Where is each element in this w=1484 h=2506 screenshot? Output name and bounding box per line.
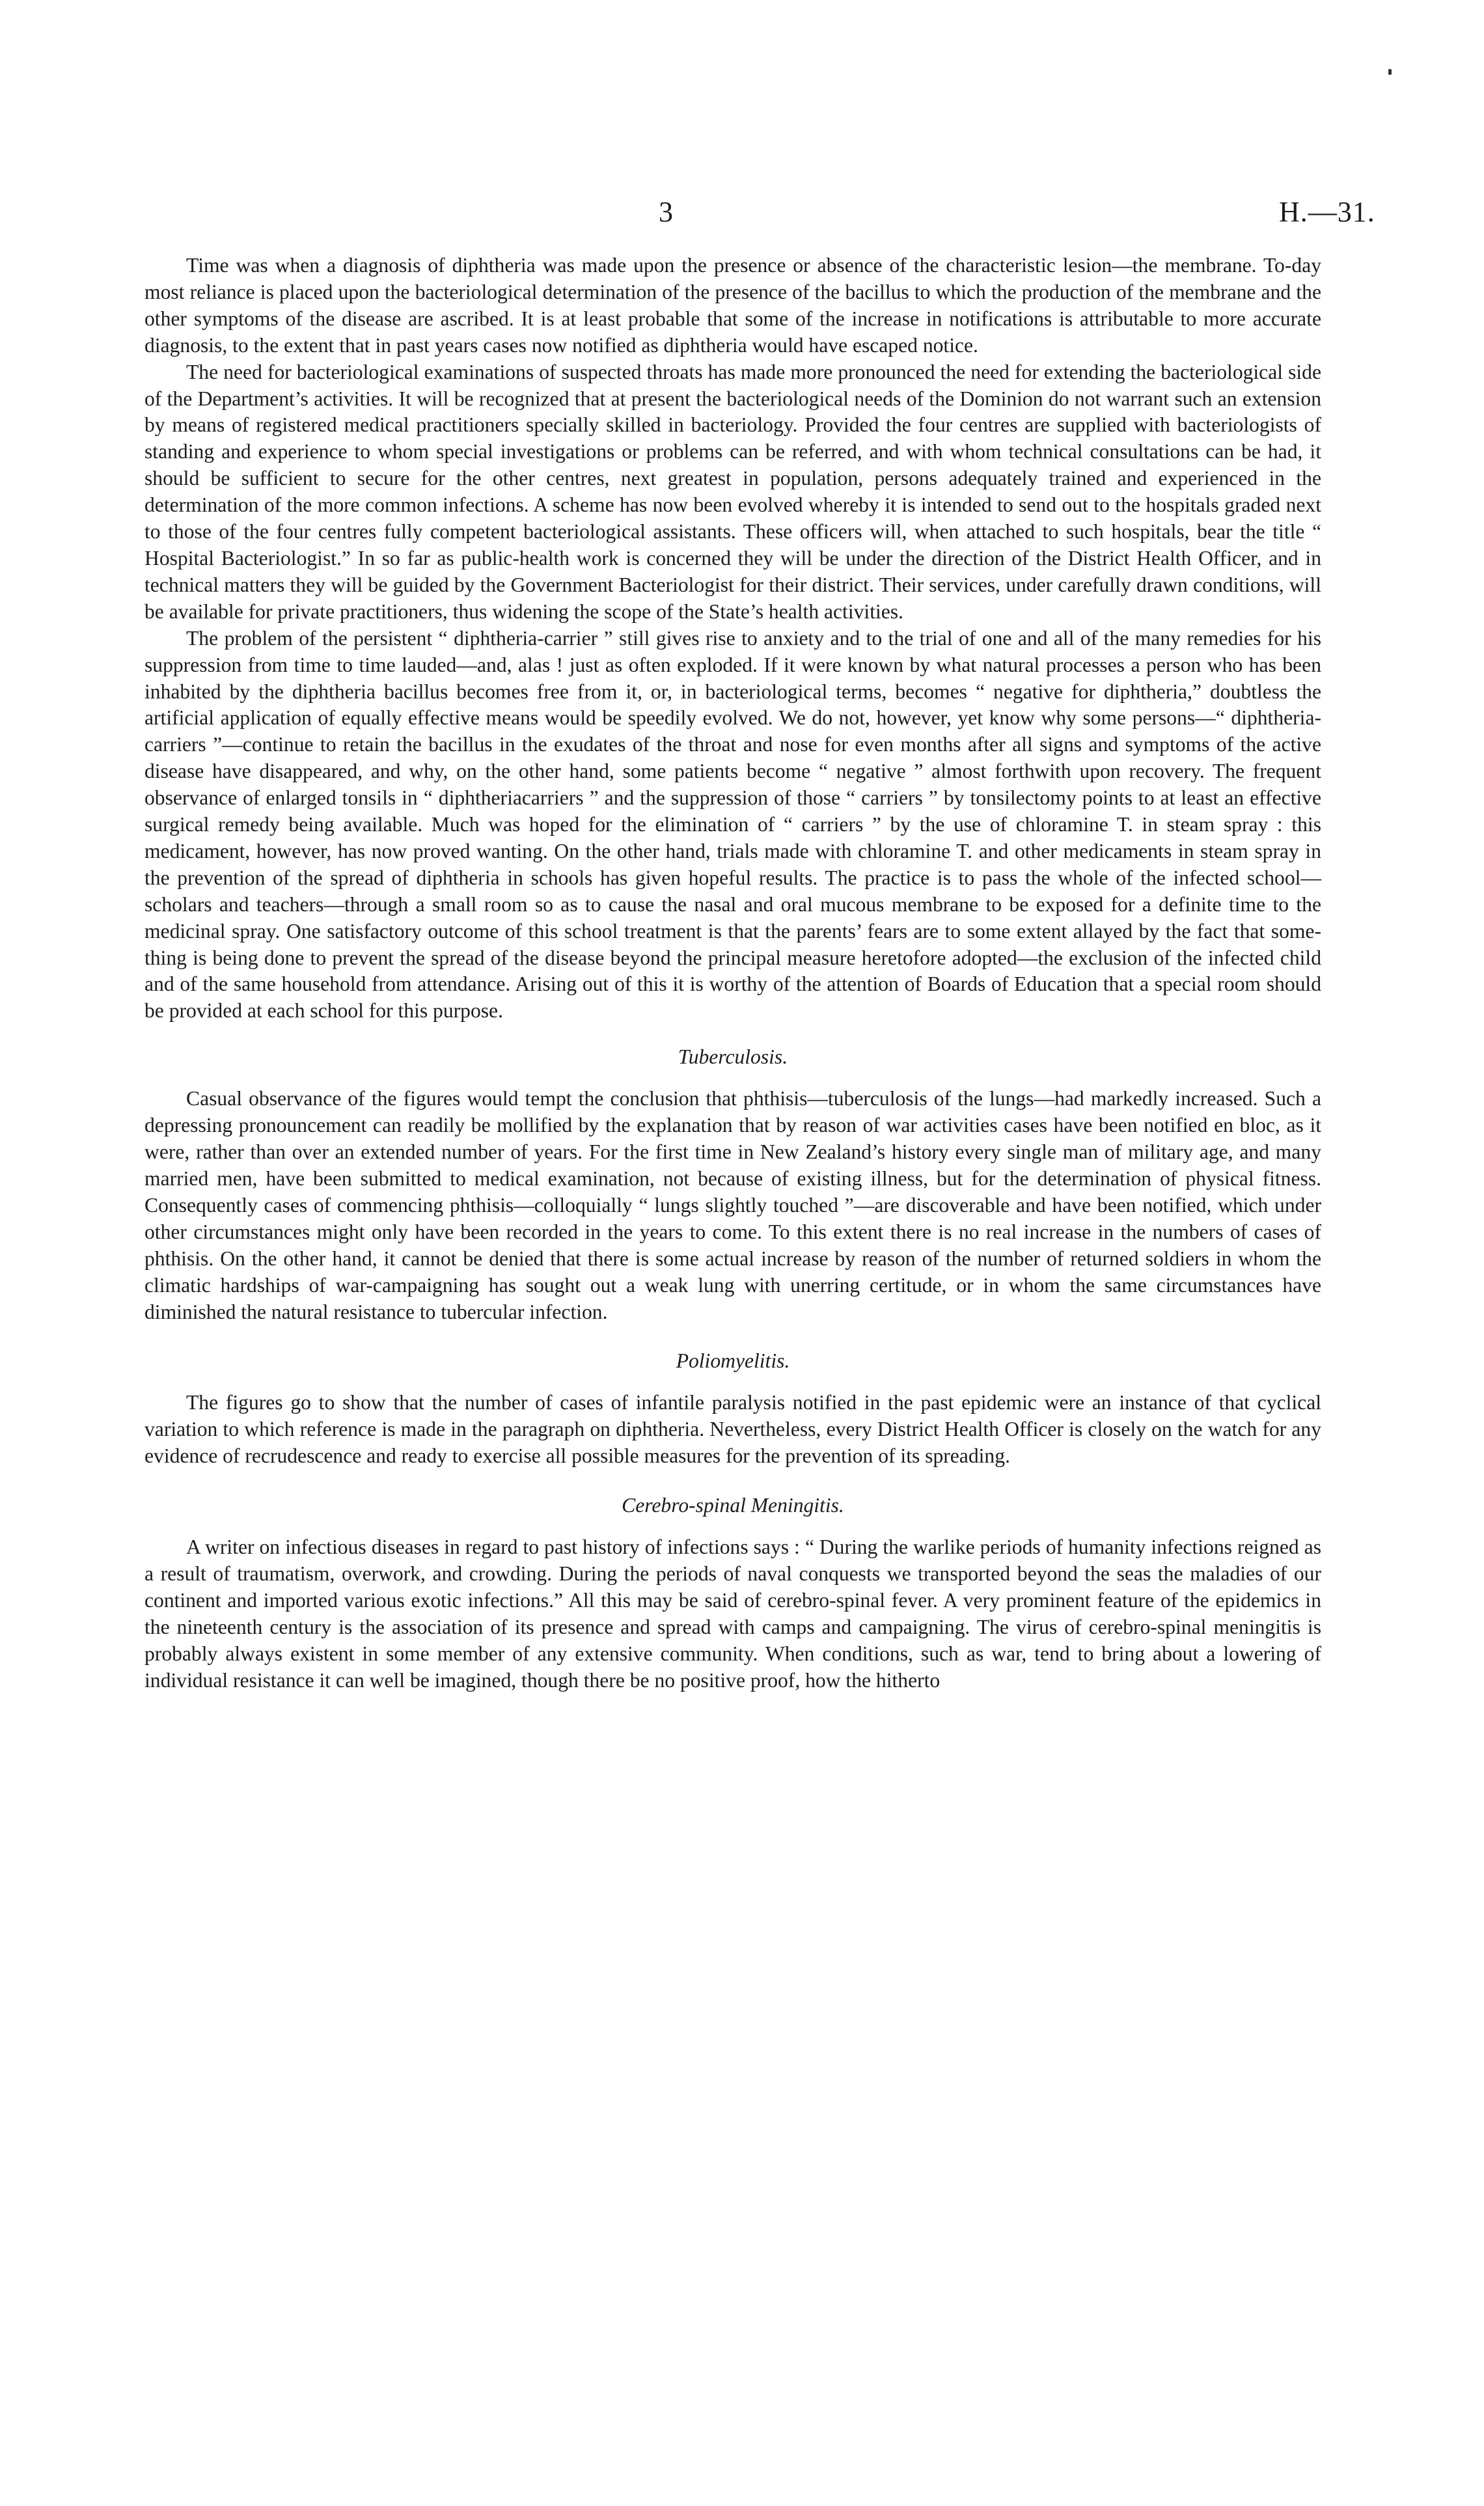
section-tuberculosis — [144, 1044, 1321, 1325]
section-heading: Cerebro-spinal Meningitis. — [622, 1494, 844, 1517]
paragraph: The need for bacteriological examinations of suspected throats has made more pronounced the need for extending the bacteriological side of the Department’s activities. It will be recognized that at present the bacteriological needs of the Dominion do not warrant such an extension by means of registered medical practitioners specially skilled in bacteriology. Provided the four centres are supplied with bacteriologists of standing and experience to whom special investigations or problems can be referred, and with whom technical consultations can be had, it should be sufficient to secure for the other centres, next greatest in population, persons adequately trained and experienced in the determination of the more common infections. A scheme has now been evolved whereby it is intended to send out to the hospitals graded next to those of the four centres fully competent bacteriological assistants. These officers will, when attached to such hospitals, bear the title “ Hospital Bacteriologist.” In so far as public-health work is concerned they will be under the direction of the District Health Officer, and in technical matters they will be guided by the Government Bacteriologist for their district. Their services, under carefully drawn conditions, will be available for private practitioners, thus widening the scope of the State’s health activities. — [144, 360, 1321, 623]
section-diphtheria — [144, 253, 1321, 1025]
scan-speck — [1388, 69, 1392, 75]
report-body — [144, 253, 1321, 1694]
paragraph: A writer on infectious diseases in regard to past history of infections says : “ During the warlike periods of humanity infections reigned as a result of traumatism, overwork, and crowding. During the periods of naval conquests we transported beyond the seas the maladies of our continent and imported various exotic infections.” All this may be said of cerebro-spinal fever. A very prominent feature of the epidemics in the nineteenth century is the association of its presence and spread with camps and campaigning. The virus of cerebro-spinal meningitis is probably always existent in some member of any extensive community. When conditions, such as war, tend to bring about a lowering of individual resistance it can well be imagined, though there be no positive proof, how the hitherto — [144, 1535, 1321, 1692]
section-poliomyelitis — [144, 1348, 1321, 1470]
document-reference: H.—31. — [1279, 196, 1375, 228]
paragraph: The problem of the persistent “ diphtheria-carrier ” still gives rise to anxiety and to the trial of one and all of the many remedies for his suppression from time to time lauded—and, alas ! just as often exploded. If it were known by what natural processes a person who has been inhabited by the diphtheria bacillus becomes free from it, or, in bacteriological terms, becomes “ negative for diphtheria,” doubtless the artificial application of equally effective means would be speedily evolved. We do not, however, yet know why some persons—“ diphtheria-carriers ”—continue to retain the bacillus in the exudates of the throat and nose for even months after all signs and symptoms of the active disease have disappeared, and why, on the other hand, some patients become “ negative ” almost forthwith upon recovery. The frequent observance of enlarged tonsils in “ diphtheriacarriers ” and the suppression of those “ carriers ” by tonsilectomy points to at least an effective surgical remedy being available. Much was hoped for the elimination of “ carriers ” by the use of chloramine T. in steam spray : this medicament, however, has now proved wanting. On the other hand, trials made with chloramine T. and other medicaments in steam spray in the prevention of the spread of diphtheria in schools has given hopeful results. The practice is to pass the whole of the infected school—scholars and teachers—through a small room so as to cause the nasal and oral mucous membrane to be exposed for a definite time to the medicinal spray. One satisfactory outcome of this school treatment is that the parents’ fears are to some extent allayed by the fact that something is being done to prevent the spread of the disease beyond the principal measure heretofore adopted—the exclusion of the infected child and of the same household from attendance. Arising out of this it is worthy of the attention of Boards of Education that a special room should be provided at each school for this purpose. — [144, 626, 1321, 1023]
paragraph: The figures go to show that the number of cases of infantile paralysis notified in the past epidemic were an instance of that cyclical variation to which reference is made in the paragraph on diphtheria. Nevertheless, every District Health Officer is closely on the watch for any evidence of recrudescence and ready to exercise all possible measures for the prevention of its spreading. — [144, 1391, 1321, 1468]
paragraph: Time was when a diagnosis of diphtheria was made upon the presence or absence of the characteristic lesion—the membrane. To-day most reliance is placed upon the bacteriological determination of the presence of the bacillus to which the production of the membrane and the other symptoms of the disease are ascribed. It is at least probable that some of the increase in notifications is attributable to more accurate diagnosis, to the extent that in past years cases now notified as diphtheria would have escaped notice. — [144, 254, 1321, 357]
section-heading: Poliomyelitis. — [676, 1349, 790, 1373]
page-header — [0, 195, 1484, 234]
section-heading: Tuberculosis. — [678, 1045, 788, 1069]
section-cerebro-spinal-meningitis — [144, 1493, 1321, 1694]
page-number: 3 — [659, 196, 673, 228]
paragraph: Casual observance of the figures would tempt the conclusion that phthisis—tuberculosis of the lungs—had markedly increased. Such a depressing pronouncement can readily be mollified by the explanation that by reason of war activities cases have been notified en bloc, as it were, rather than over an extended number of years. For the first time in New Zealand’s history every single man of military age, and many married men, have been submitted to medical examination, not because of existing illness, but for the determination of physical fitness. Consequently cases of commencing phthisis—colloquially “ lungs slightly touched ”—are discoverable and have been notified, which under other circumstances might only have been recorded in the years to come. To this extent there is no real increase in the numbers of cases of phthisis. On the other hand, it cannot be denied that there is some actual increase by reason of the number of returned soldiers in whom the climatic hardships of war-campaigning has sought out a weak lung with unerring certitude, or in whom the same circumstances have diminished the natural resistance to tubercular infection. — [144, 1087, 1321, 1323]
